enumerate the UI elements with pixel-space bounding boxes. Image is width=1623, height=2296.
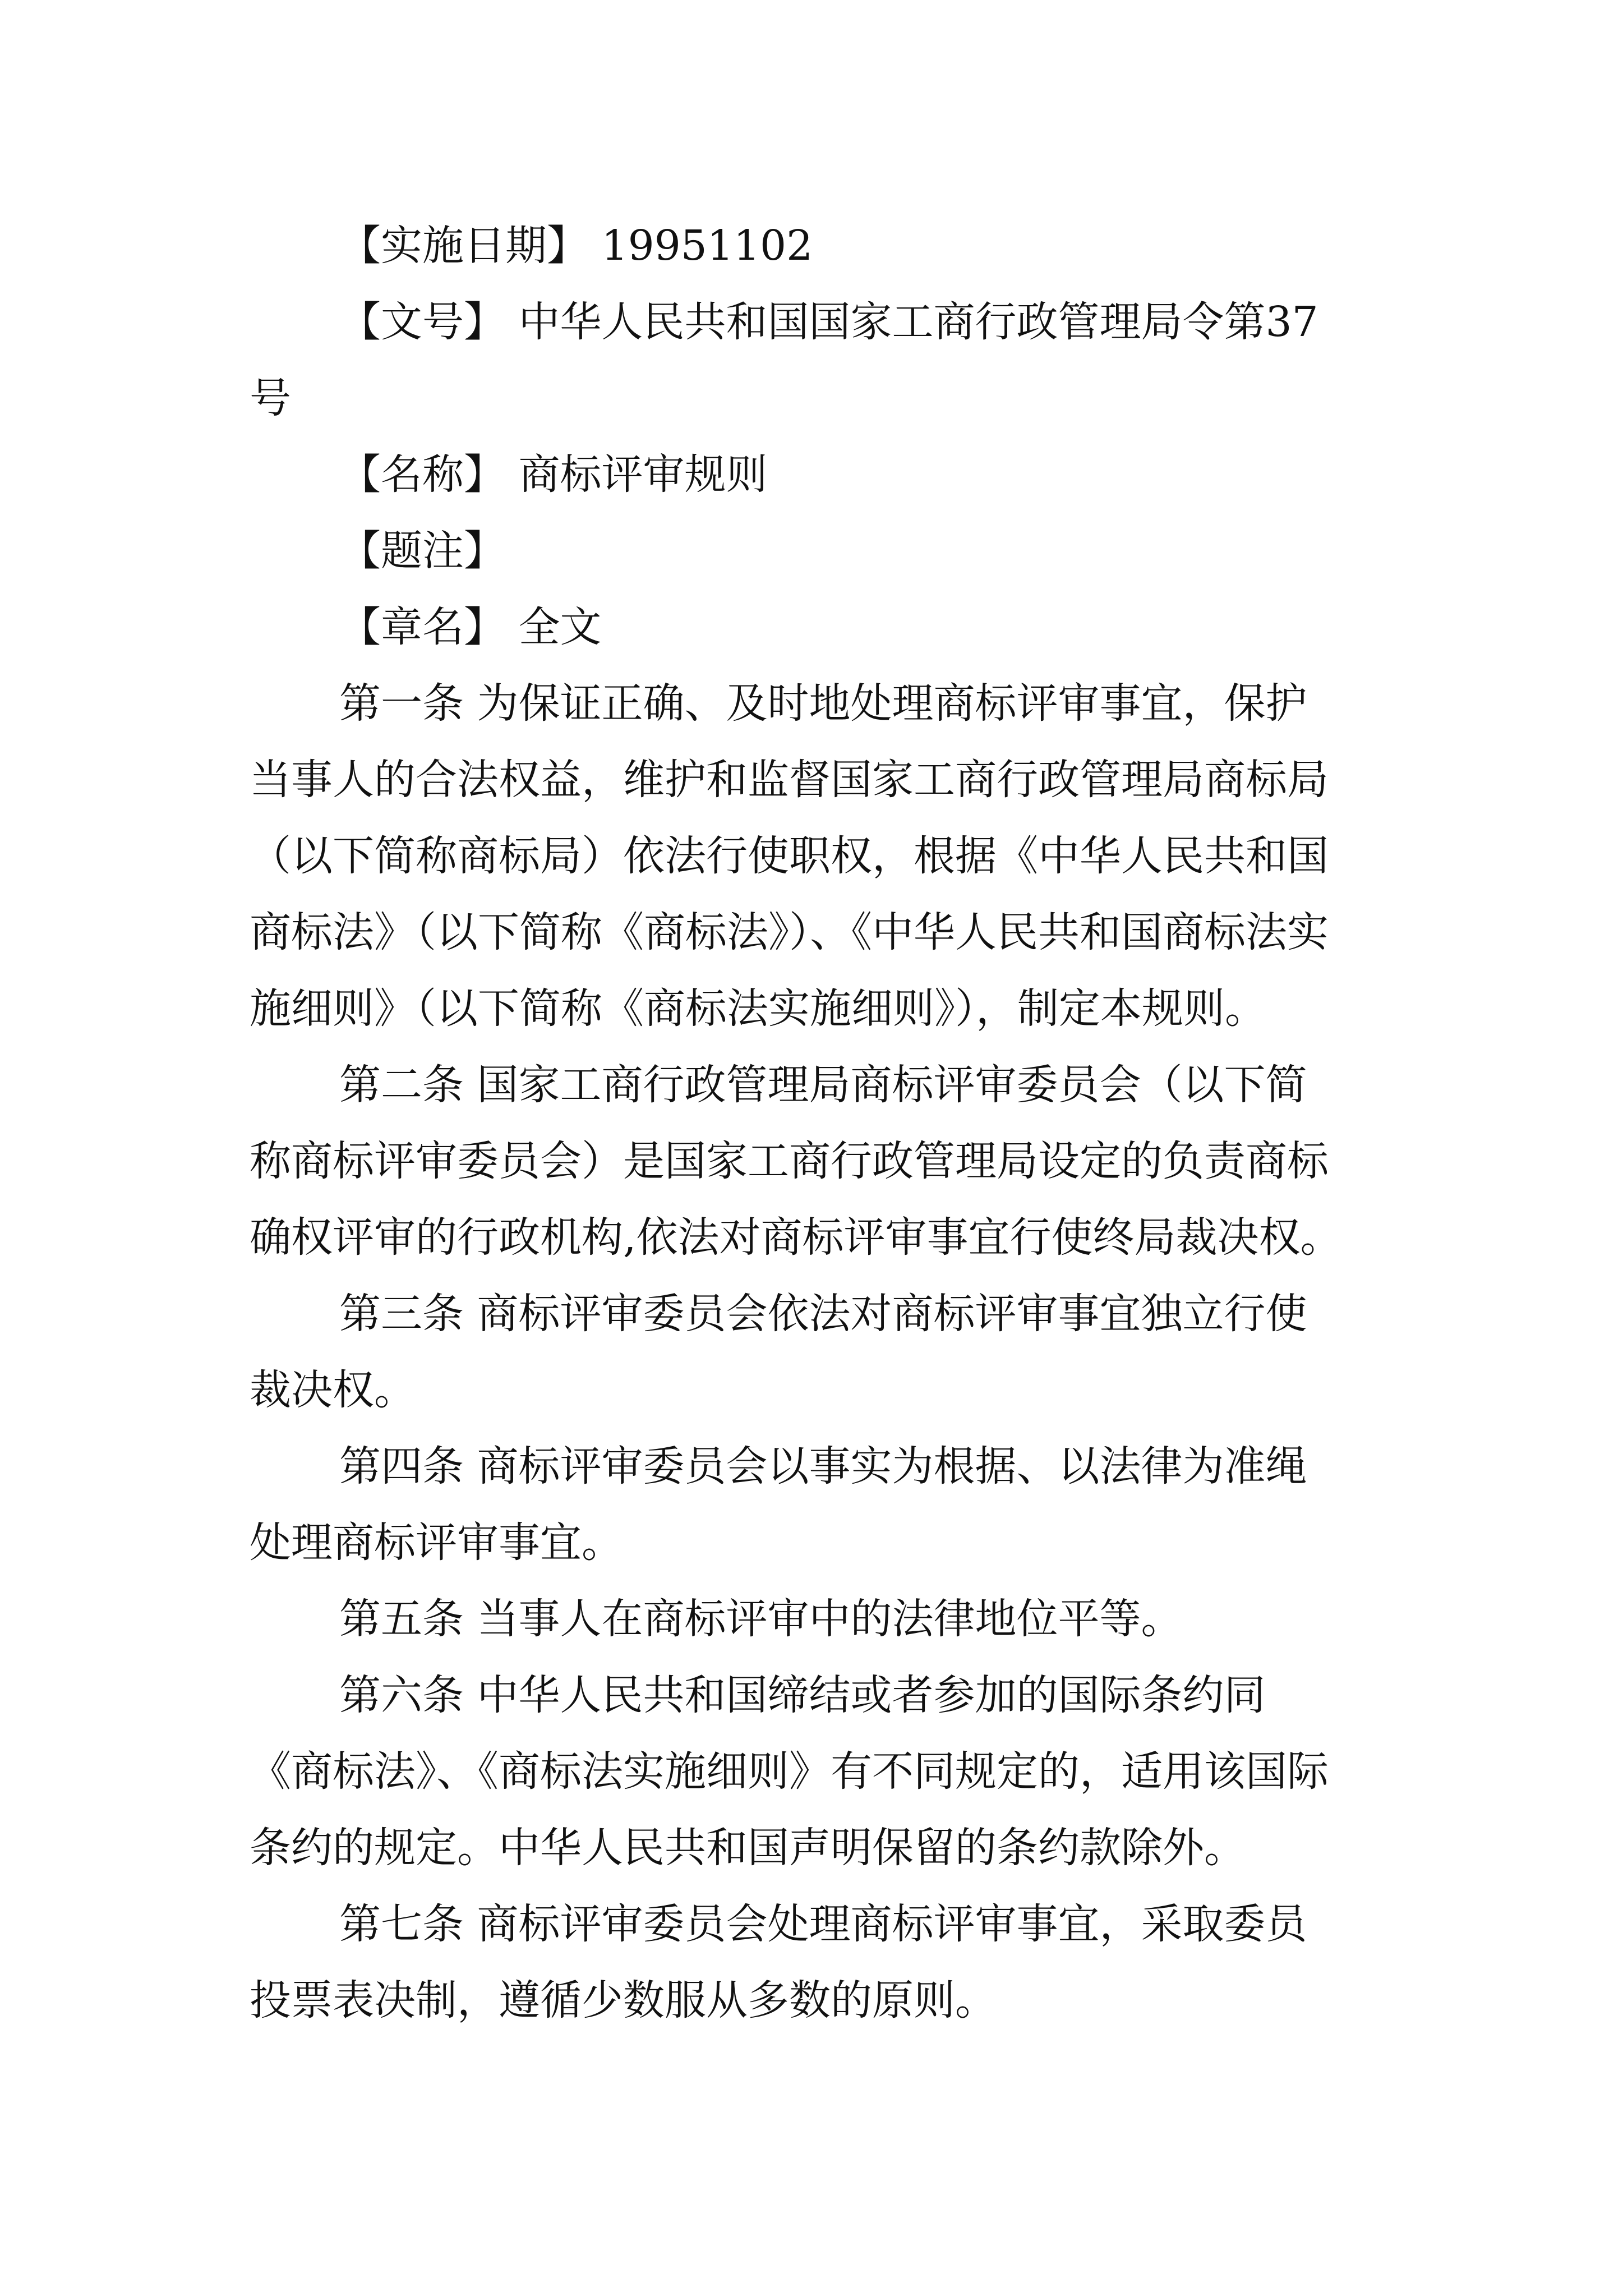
article-4: [250, 1428, 1388, 1581]
article-line: 称商标评审委员会）是国家工商行政管理局设定的负责商标: [250, 1137, 1329, 1185]
name-row: [250, 436, 1388, 513]
article-5: [250, 1581, 1388, 1657]
article-line: 第四条 商标评审委员会以事实为根据、以法律为准绳: [339, 1442, 1307, 1490]
article-line: 第五条 当事人在商标评审中的法律地位平等。: [339, 1595, 1183, 1643]
article-3: [250, 1276, 1388, 1428]
article-line: （以下简称商标局）依法行使职权，根据《中华人民共和国: [250, 832, 1329, 880]
name-value: 商标评审规则: [518, 450, 768, 499]
note-row: [250, 513, 1388, 589]
doc-number-label: 【文号】: [339, 298, 505, 346]
article-line: 施细则》（以下简称《商标法实施细则》），制定本规则。: [250, 984, 1266, 1033]
article-line: 《商标法》、《商标法实施细则》有不同规定的，适用该国际: [250, 1747, 1329, 1796]
doc-number-value-continued: 号: [250, 374, 291, 422]
effective-date-label: 【实施日期】: [339, 222, 588, 270]
chapter-row: [250, 589, 1388, 665]
name-label: 【名称】: [339, 450, 505, 499]
effective-date-row: [250, 208, 1388, 284]
article-1: [250, 665, 1388, 1047]
article-line: 第二条 国家工商行政管理局商标评审委员会（以下简: [339, 1061, 1307, 1109]
chapter-value: 全文: [518, 603, 602, 651]
article-line: 商标法》（以下简称《商标法》）、《中华人民共和国商标法实: [250, 908, 1329, 956]
article-line: 处理商标评审事宜。: [250, 1519, 623, 1567]
article-line: 第七条 商标评审委员会处理商标评审事宜，采取委员: [339, 1900, 1307, 1948]
article-line: 确权评审的行政机构,依法对商标评审事宜行使终局裁决权。: [250, 1213, 1342, 1262]
article-6: [250, 1657, 1388, 1886]
article-line: 第六条 中华人民共和国缔结或者参加的国际条约同: [339, 1671, 1266, 1719]
effective-date-value: 19951102: [601, 222, 813, 270]
doc-number-row: [250, 284, 1388, 360]
article-line: 投票表决制，遵循少数服从多数的原则。: [250, 1976, 997, 2024]
article-line: 第三条 商标评审委员会依法对商标评审事宜独立行使: [339, 1290, 1307, 1338]
document-body: [250, 208, 1388, 2039]
article-7: [250, 1886, 1388, 2039]
note-label: 【题注】: [339, 527, 505, 575]
doc-number-value: 中华人民共和国国家工商行政管理局令第37: [518, 298, 1318, 346]
chapter-label: 【章名】: [339, 603, 505, 651]
article-line: 第一条 为保证正确、及时地处理商标评审事宜，保护: [339, 679, 1307, 728]
doc-number-row-continued: [250, 360, 1388, 436]
article-line: 裁决权。: [250, 1366, 416, 1414]
article-2: [250, 1047, 1388, 1276]
article-line: 条约的规定。中华人民共和国声明保留的条约款除外。: [250, 1824, 1246, 1872]
article-line: 当事人的合法权益，维护和监督国家工商行政管理局商标局: [250, 756, 1329, 804]
